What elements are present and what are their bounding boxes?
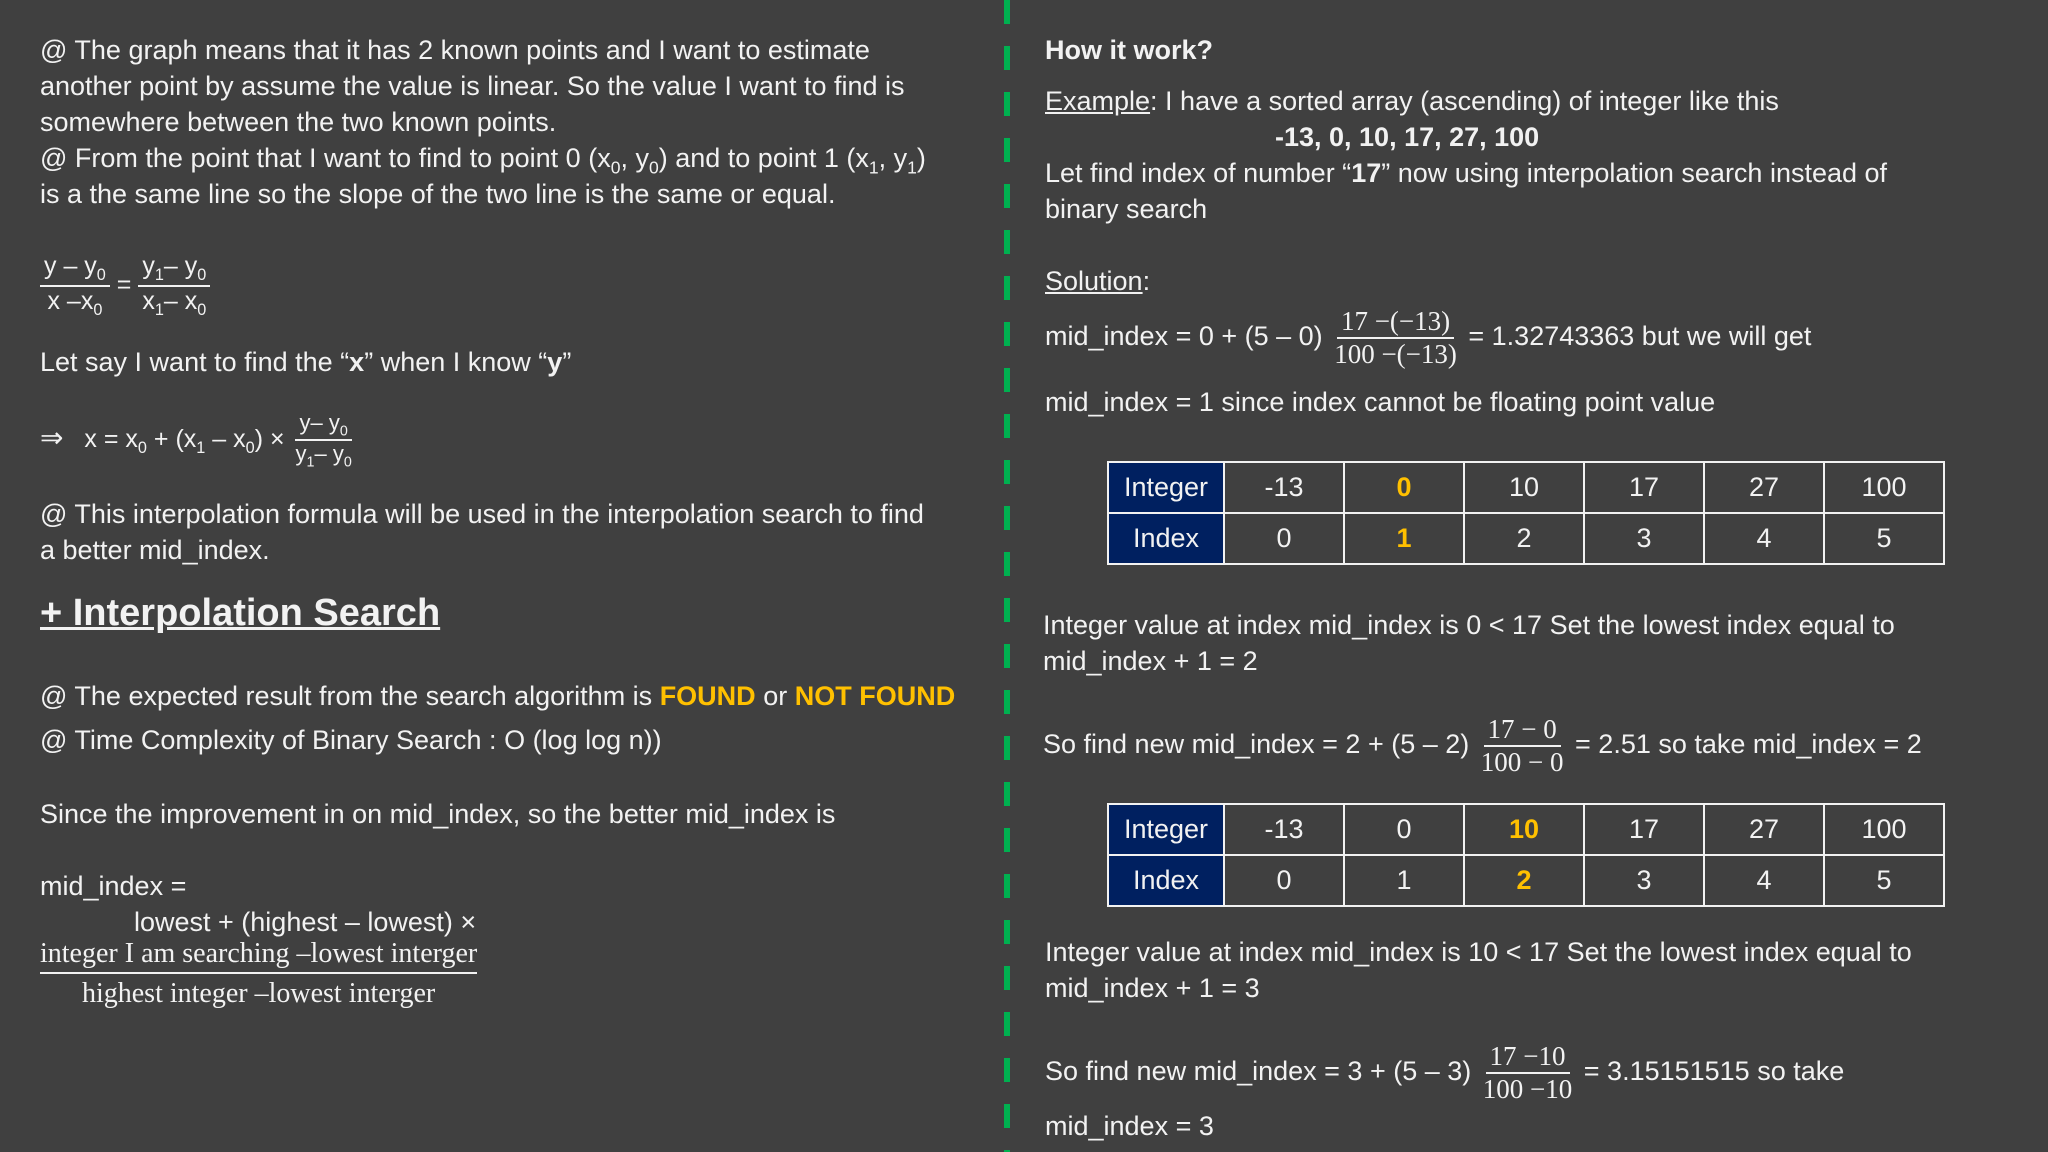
text-line: another point by assume the value is linear. So the value I want to find is — [40, 71, 905, 101]
step-2-line: mid_index + 1 = 3 — [1045, 973, 1260, 1003]
subscript: 0 — [610, 157, 621, 178]
target-number: 17 — [1351, 158, 1382, 188]
calculation-2 — [1043, 714, 1922, 778]
table-cell: 4 — [1704, 855, 1824, 906]
text: x — [349, 347, 365, 377]
fraction-numerator: 17 − 0 — [1484, 714, 1561, 747]
text: x –x — [47, 287, 94, 315]
table-cell: 2 — [1464, 513, 1584, 564]
table-cell: 17 — [1584, 462, 1704, 513]
text: , y — [620, 143, 649, 173]
text: x — [142, 287, 155, 315]
fraction-numerator: 17 −10 — [1486, 1041, 1570, 1074]
text-line: is a the same line so the slope of the two line is the same or equal. — [40, 179, 836, 209]
table-header: Index — [1108, 513, 1224, 564]
slope-rhs-fraction — [138, 252, 210, 320]
text: ” — [562, 347, 572, 377]
text: @ The expected result from the search algorithm is — [40, 681, 660, 711]
text: y — [142, 252, 155, 280]
fraction-denominator: highest integer –lowest interger — [81, 978, 436, 1009]
text: – y — [314, 441, 344, 467]
expected-result-line — [40, 678, 955, 714]
table-header: Integer — [1108, 804, 1224, 855]
text: y — [547, 347, 563, 377]
since-line: Since the improvement in on mid_index, so the better mid_index is — [40, 799, 836, 829]
table-cell: -13 — [1224, 462, 1344, 513]
text-line: @ The graph means that it has 2 known points and I want to estimate — [40, 35, 870, 65]
subscript: 0 — [343, 454, 352, 471]
fraction-denominator: 100 − 0 — [1480, 747, 1564, 777]
calculation-fraction — [1330, 306, 1461, 370]
table-cell: 2 — [1464, 855, 1584, 906]
text: : — [1142, 266, 1151, 296]
table-cell: 5 — [1824, 855, 1944, 906]
let-say-line — [40, 344, 571, 380]
fraction-numerator: integer I am searching –lowest interger — [40, 938, 477, 974]
subscript: 0 — [339, 423, 348, 440]
table-cell: 10 — [1464, 804, 1584, 855]
text: Solution — [1045, 266, 1143, 296]
text-line: mid_index = 3 — [1045, 1111, 1214, 1141]
table-cell: 3 — [1584, 513, 1704, 564]
step-2-line: Integer value at index mid_index is 10 < 17 Set the lowest index equal to — [1045, 937, 1912, 967]
table-cell: -13 — [1224, 804, 1344, 855]
text: or — [755, 681, 795, 711]
table-cell: 10 — [1464, 462, 1584, 513]
calculation-fraction — [1477, 714, 1568, 778]
not-found-label: NOT FOUND — [794, 681, 956, 711]
found-label: FOUND — [659, 681, 756, 711]
table-row-integers — [1108, 462, 1944, 513]
table-cell: 0 — [1344, 804, 1464, 855]
interpolation-formula — [40, 410, 356, 471]
slope-equation — [40, 252, 210, 320]
subscript: 0 — [197, 266, 207, 284]
equals-sign: = — [116, 270, 132, 299]
formula-fraction — [292, 410, 356, 471]
solution-label — [1045, 263, 1150, 299]
text-line: @ This interpolation formula will be used in the interpolation search to find — [40, 499, 924, 529]
mid-index-label: mid_index = — [40, 871, 187, 901]
mid-index-fraction — [40, 938, 477, 1010]
text: x = x — [84, 425, 138, 453]
fraction-denominator: 100 −(−13) — [1334, 339, 1457, 369]
calculation-1 — [1045, 306, 1811, 370]
slope-lhs-fraction — [40, 252, 110, 320]
calculation-3 — [1045, 1041, 1844, 1105]
column-divider — [1004, 0, 1010, 1152]
mid-index-expression: lowest + (highest – lowest) × — [134, 907, 477, 937]
table-cell: 1 — [1344, 855, 1464, 906]
text: – x — [163, 287, 198, 315]
text-line: binary search — [1045, 194, 1208, 224]
subscript: 1 — [306, 454, 315, 471]
complexity-line: @ Time Complexity of Binary Search : O (log log n)) — [40, 725, 662, 755]
find-line — [1045, 155, 1887, 191]
text: y – y — [44, 252, 97, 280]
table-row-integers — [1108, 804, 1944, 855]
subscript: 1 — [154, 301, 164, 319]
table-cell: 100 — [1824, 804, 1944, 855]
fraction-denominator: 100 −10 — [1482, 1074, 1573, 1104]
text: : I have a sorted array (ascending) of integer like this — [1150, 86, 1779, 116]
section-heading: + Interpolation Search — [40, 592, 441, 634]
text: ) — [916, 143, 926, 173]
text: , y — [878, 143, 908, 173]
subscript: 0 — [245, 439, 255, 457]
text: ” when I know “ — [364, 347, 548, 377]
text: @ From the point that I want to find to point 0 (x — [40, 143, 611, 173]
text: – y — [163, 252, 198, 280]
table-cell: 0 — [1224, 513, 1344, 564]
text-line: a better mid_index. — [40, 535, 270, 565]
table-cell: 1 — [1344, 513, 1464, 564]
table-cell: 3 — [1584, 855, 1704, 906]
text: ) × — [254, 425, 285, 453]
table-cell: 4 — [1704, 513, 1824, 564]
text: ) and to point 1 (x — [658, 143, 869, 173]
text-line: somewhere between the two known points. — [40, 107, 557, 137]
text: ” now using interpolation search instead of — [1381, 158, 1888, 188]
example-label: Example — [1045, 86, 1151, 116]
table-row-indices — [1108, 855, 1944, 906]
text: = 2.51 so take mid_index = 2 — [1575, 729, 1922, 760]
table-cell: 0 — [1344, 462, 1464, 513]
table-cell: 100 — [1824, 462, 1944, 513]
how-it-works-heading: How it work? — [1045, 35, 1213, 65]
implies-arrow: ⇒ — [40, 422, 64, 453]
step-1-line: Integer value at index mid_index is 0 < 17 Set the lowest index equal to — [1043, 610, 1895, 640]
text-line: mid_index = 1 since index cannot be floating point value — [1045, 387, 1716, 417]
table-header: Index — [1108, 855, 1224, 906]
subscript: 1 — [868, 157, 879, 178]
text: y — [295, 441, 307, 467]
example-array: -13, 0, 10, 17, 27, 100 — [1275, 122, 1540, 152]
subscript: 1 — [154, 266, 164, 284]
subscript: 0 — [197, 301, 207, 319]
subscript: 1 — [907, 157, 917, 178]
array-table-2 — [1107, 803, 1945, 907]
step-1-line: mid_index + 1 = 2 — [1043, 646, 1258, 676]
text: + (x — [146, 425, 197, 453]
text: – x — [205, 425, 246, 453]
array-table-1 — [1107, 461, 1945, 565]
text: = 1.32743363 but we will get — [1468, 321, 1812, 352]
table-cell: 27 — [1704, 462, 1824, 513]
subscript: 1 — [196, 439, 206, 457]
text: So find new mid_index = 3 + (5 – 3) — [1045, 1056, 1472, 1087]
table-cell: 5 — [1824, 513, 1944, 564]
calculation-fraction — [1479, 1041, 1576, 1105]
subscript: 0 — [93, 301, 103, 319]
table-cell: 0 — [1224, 855, 1344, 906]
text: Let find index of number “ — [1045, 158, 1352, 188]
subscript: 0 — [648, 157, 659, 178]
subscript: 0 — [137, 439, 147, 457]
table-row-indices — [1108, 513, 1944, 564]
text: = 3.15151515 so take — [1583, 1056, 1845, 1087]
fraction-numerator: 17 −(−13) — [1337, 306, 1454, 339]
text: mid_index = 0 + (5 – 0) — [1045, 321, 1323, 352]
text: y– y — [299, 410, 340, 435]
text: So find new mid_index = 2 + (5 – 2) — [1043, 729, 1470, 760]
table-cell: 27 — [1704, 804, 1824, 855]
subscript: 0 — [96, 266, 106, 284]
table-cell: 17 — [1584, 804, 1704, 855]
text: Let say I want to find the “ — [40, 347, 350, 377]
table-header: Integer — [1108, 462, 1224, 513]
example-line — [1045, 83, 1779, 119]
